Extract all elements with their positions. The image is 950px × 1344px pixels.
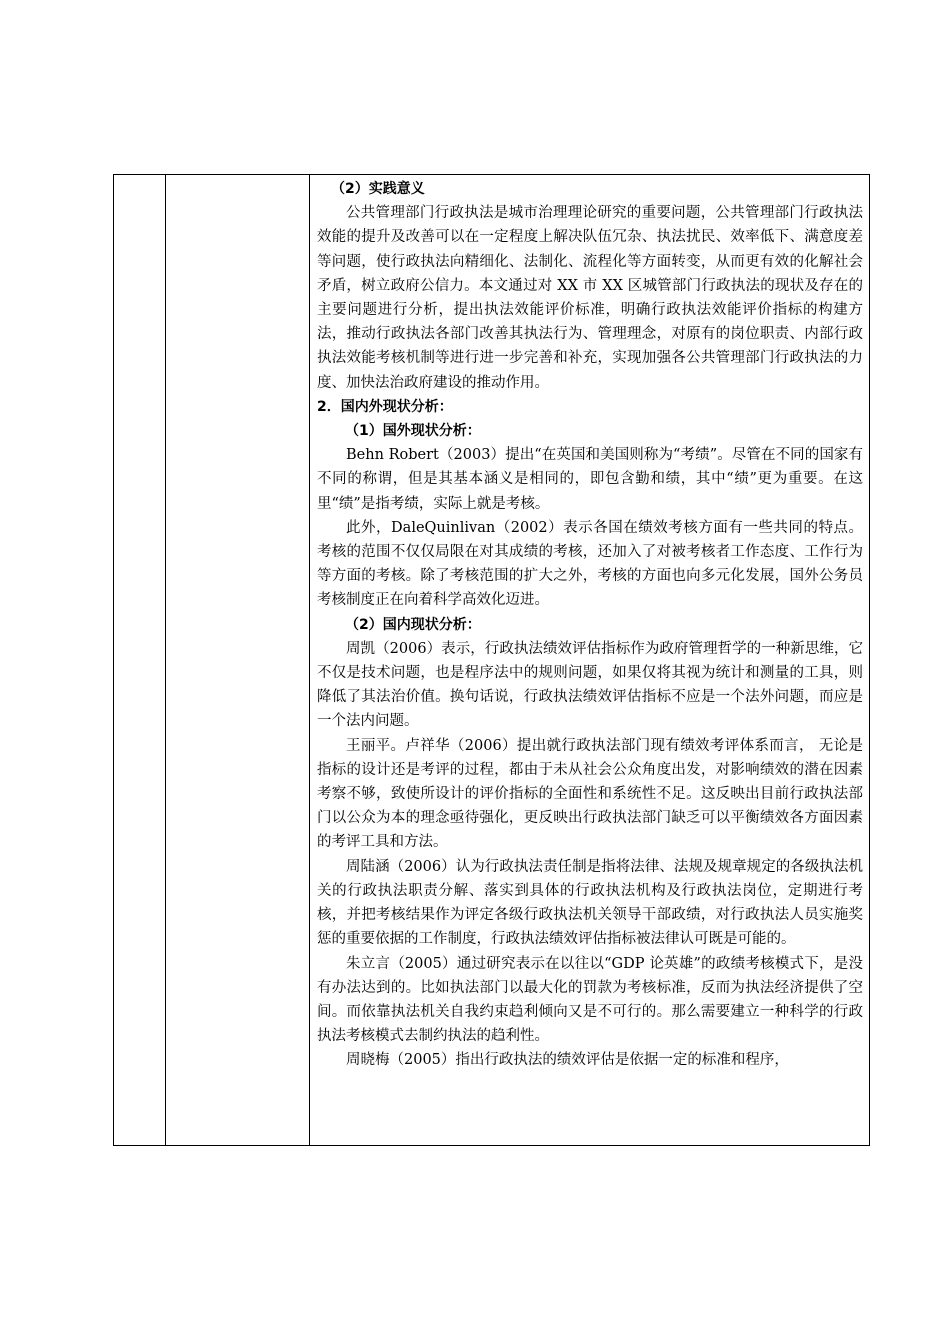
domestic-paragraph: 周晓梅（2005）指出行政执法的绩效评估是依据一定的标准和程序， [346, 1052, 789, 1069]
table-column-1 [114, 175, 166, 1145]
foreign-paragraph: Behn Robert（2003）提出“在英国和美国则称为“考绩”。尽管在不同的国家有不同的称谓，但是其基本涵义是相同的，即包含勤和绩，其中“绩”更为重要。在这里“绩”是指考绩，实际上就是考核。 [317, 447, 863, 512]
domestic-paragraph: 周凯（2006）表示，行政执法绩效评估指标作为政府管理哲学的一种新思维，它不仅是技术问题，也是程序法中的规则问题，如果仅将其视为统计和测量的工具，则降低了其法治价值。换句话说，行政执法绩效评估指标不应是一个法外问题，而应是一个法内问题。 [317, 640, 863, 730]
document-table [113, 174, 870, 1146]
table-column-2 [166, 175, 310, 1145]
domestic-heading: （2）国内现状分析： [345, 616, 481, 633]
practice-heading: （2）实践意义 [331, 181, 425, 197]
foreign-heading: （1）国外现状分析： [345, 423, 481, 440]
domestic-paragraph: 周陆涵（2006）认为行政执法责任制是指将法律、法规及规章规定的各级执法机关的行政执法职责分解、落实到具体的行政执法机构及行政执法岗位，定期进行考核，并把考核结果作为评定各级行政执法机关领导干部政绩，对行政执法人员实施奖惩的重要依据的工作制度，行政执法绩效评估指标被法律认可既是可能的。 [317, 858, 863, 948]
foreign-paragraph: 此外，DaleQuinlivan（2002）表示各国在绩效考核方面有一些共同的特点。考核的范围不仅仅局限在对其成绩的考核，还加入了对被考核者工作态度、工作行为等方面的考核。除了考核范围的扩大之外，考核的方面也向多元化发展，国外公务员考核制度正在向着科学高效化迈进。 [317, 519, 863, 609]
table-content-cell [310, 175, 869, 1145]
domestic-paragraph: 王丽平。卢祥华（2006）提出就行政执法部门现有绩效考评体系而言， 无论是指标的设计还是考评的过程，都由于未从社会公众角度出发，对影响绩效的潜在因素考察不够，致使所设计的评价指标的全面性和系统性不足。这反映出目前行政执法部门以公众为本的理念亟待强化，更反映出行政执法部门缺乏可以平衡绩效各方面因素的考评工具和方法。 [317, 737, 863, 851]
section-heading: 2．国内外现状分析： [317, 398, 453, 415]
domestic-paragraph: 朱立言（2005）通过研究表示在以往以“GDP 论英雄”的政绩考核模式下，是没有办法达到的。比如执法部门以最大化的罚款为考核标准，反而为执法经济提供了空间。而依靠执法机关自我约束趋利倾向又是不可行的。那么需要建立一种科学的行政执法考核模式去制约执法的趋利性。 [317, 955, 863, 1045]
practice-paragraph: 公共管理部门行政执法是城市治理理论研究的重要问题，公共管理部门行政执法效能的提升及改善可以在一定程度上解决队伍冗杂、执法扰民、效率低下、满意度差等问题，使行政执法向精细化、法制化、流程化等方面转变，从而更有效的化解社会矛盾，树立政府公信力。本文通过对 XX 市 XX 区城管部门行政执法的现状及存在的主要问题进行分析，提出执法效能评价标准，明确行政执法效能评价指标的构建方法，推动行政执法各部门改善其执法行为、管理理念，对原有的岗位职责、内部行政执法效能考核机制等进行进一步完善和补充，实现加强各公共管理部门行政执法的力度、加快法治政府建设的推动作用。 [317, 205, 863, 391]
